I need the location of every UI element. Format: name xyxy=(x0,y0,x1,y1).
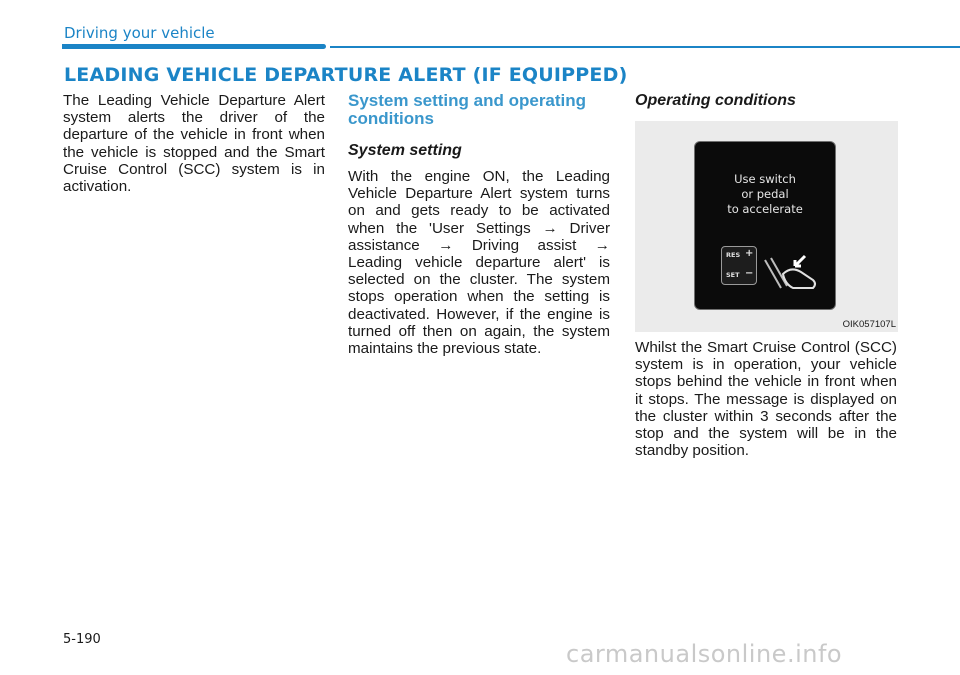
section-label: Driving your vehicle xyxy=(64,24,215,42)
system-setting-paragraph: With the engine ON, the Leading Vehicle Departure Alert system turns on and gets ready to be activated when the 'User Settings → Driver assistance → Driving assist → Leading vehicle departure alert' is selected on the cluster. The system stops operation when the setting is deactivated. However, if the engine is turned off then on again, the system maintains the previous state. xyxy=(348,168,610,358)
switch-minus-sign: − xyxy=(745,268,754,279)
operating-conditions-heading: Operating conditions xyxy=(635,92,796,109)
page-title: LEADING VEHICLE DEPARTURE ALERT (IF EQUIPPED) xyxy=(64,64,628,86)
column-system-setting xyxy=(348,92,610,357)
intro-paragraph: The Leading Vehicle Departure Alert system alerts the driver of the departure of the vehicle in front when the vehicle is stopped and the Smart Cruise Control (SCC) system is in activation. xyxy=(63,92,325,196)
pedal-foot-icon xyxy=(761,254,821,294)
cluster-message-line-1: Use switch xyxy=(734,172,796,186)
system-setting-subheading: System setting xyxy=(348,142,462,159)
cluster-display xyxy=(694,141,836,310)
res-set-switch-icon xyxy=(721,246,757,285)
operating-conditions-paragraph: Whilst the Smart Cruise Control (SCC) system is in operation, your vehicle stops behind the vehicle in front when it stops. The message is displayed on the cluster within 3 seconds after the stop and the system will be in the standby position. xyxy=(635,339,897,460)
header-rule-thick xyxy=(62,44,326,49)
cluster-message-line-3: to accelerate xyxy=(727,202,803,216)
cluster-figure xyxy=(635,121,898,332)
watermark: carmanualsonline.info xyxy=(566,640,843,668)
switch-plus-sign: + xyxy=(745,248,754,259)
switch-res-label: RES xyxy=(726,251,741,259)
figure-caption: OIK057107L xyxy=(842,319,896,330)
system-setting-heading: System setting and operating conditions xyxy=(348,91,587,128)
switch-set-label: SET xyxy=(726,271,740,279)
header-rule-thin xyxy=(330,46,960,48)
column-operating-conditions xyxy=(635,92,897,459)
page-number: 5-190 xyxy=(63,632,101,647)
column-intro xyxy=(63,92,325,195)
cluster-message-line-2: or pedal xyxy=(741,187,789,201)
cluster-message xyxy=(695,172,835,217)
